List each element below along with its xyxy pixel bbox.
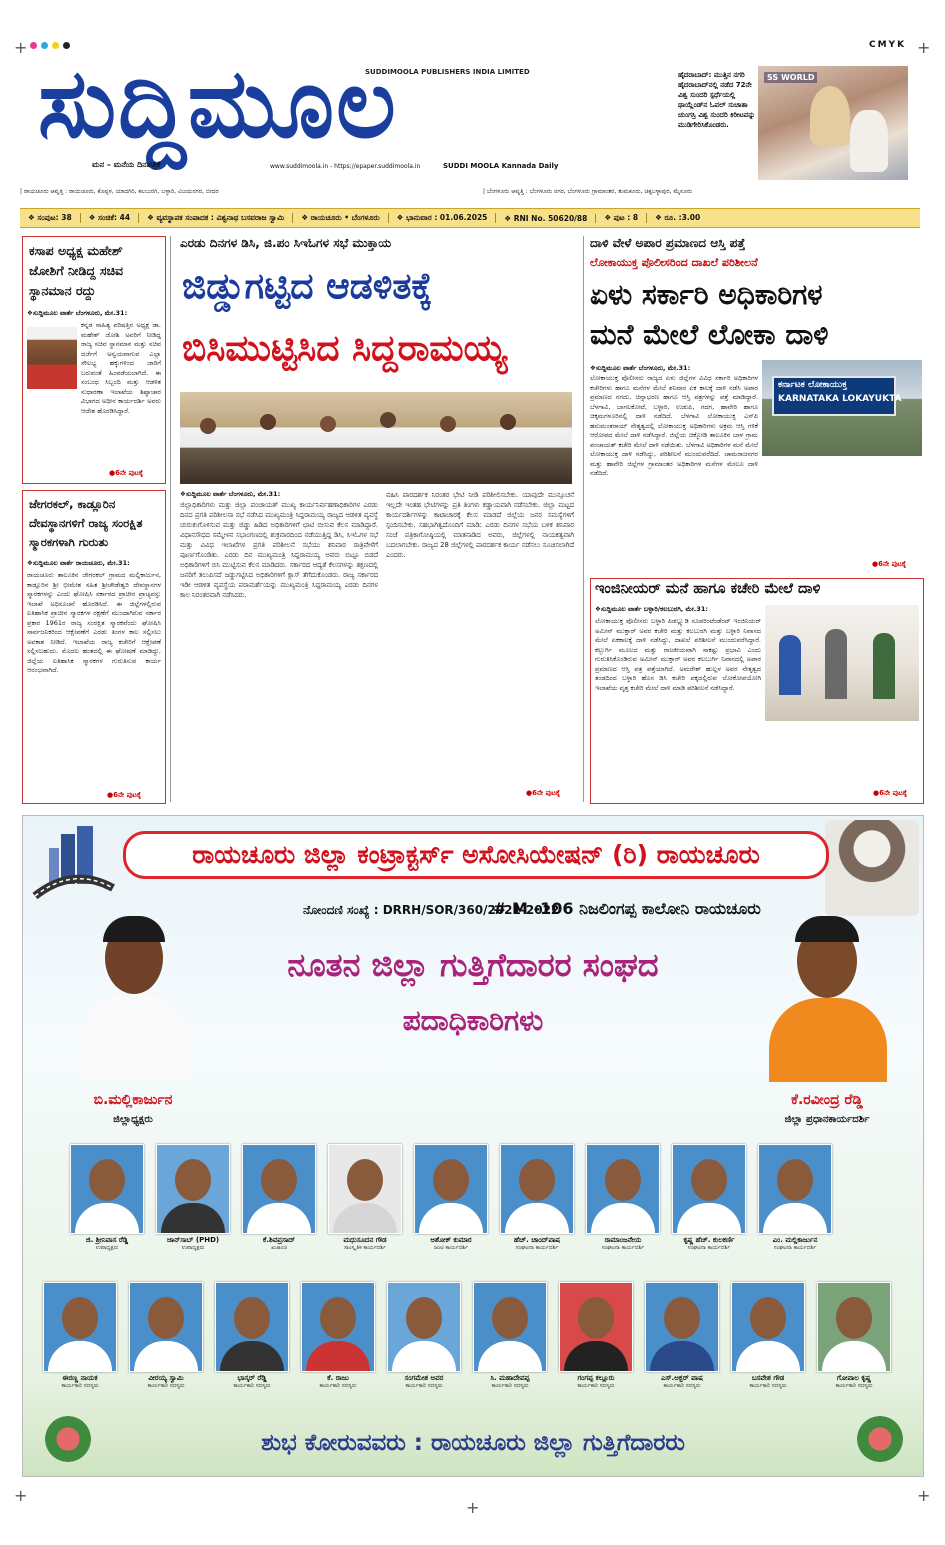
column-divider-left xyxy=(170,236,171,802)
founder-portrait xyxy=(825,820,919,916)
member-row1-2 xyxy=(149,1144,237,1252)
member-row2-3 xyxy=(209,1282,295,1390)
member-row1-1 xyxy=(63,1144,151,1252)
member-role: ಕಾರ್ಯಕಾರಿ ಸದಸ್ಯರು xyxy=(405,1383,443,1389)
member-name: ರಾಮಾಂಜನೇಯ xyxy=(604,1236,642,1244)
member-row2-8 xyxy=(639,1282,725,1390)
member-name: ಜಿ. ಶ್ರೀನಿವಾಸ ರೆಡ್ಡಿ xyxy=(85,1236,129,1244)
sign-text-kannada: ಕರ್ನಾಟಕ ಲೋಕಾಯುಕ್ತ xyxy=(778,380,848,390)
right-kicker: ದಾಳಿ ವೇಳೆ ಅಪಾರ ಪ್ರಮಾಣದ ಆಸ್ತಿ ಪತ್ತೆ xyxy=(590,236,746,250)
info-date: ❖ ಭಾನುವಾರ : 01.06.2025 xyxy=(389,213,497,223)
left-story-2-continuation: ●6ನೇ ಪುಟಕ್ಕೆ xyxy=(107,791,141,799)
president-name: ಬಿ.ಮಲ್ಲಿಕಾರ್ಜುನ xyxy=(93,1092,173,1108)
ad-registration: ನೋಂದಣಿ ಸಂಖ್ಯೆ : DRRH/SOR/360/2021-2022 xyxy=(303,903,560,917)
left-story-2-body: ರಾಯಚೂರು ತಾಲೂಕಿನ ಜೇಗರಕಲ್ ಗ್ರಾಮದ ಮಲ್ಲಿಕಾರ್ಜುನ, ಕಾಡ್ಲೂರಿನ ಶ್ರೀ ಭೀಮೇಶ ಸಹಿತ ಶ್ರೀಚೌಡೇಶ್ವರಿ ದೇವಸ್ಥಾನಗಳ ಸ್ಮಾರಕಗಳನ್ನು ಎಂದು ಘೋಷಿಸಿ ಸರ್ಕಾರದ ಪ್ರಾಚೀನ ಪ್ರಾಚ್ಯವಸ್ತು ಇಲಾಖೆ ಅಧಿಸೂಚನೆ ಹೊರಡಿಸಿದೆ. ಈ ಜಿಲ್ಲೆಗಳಲ್ಲಿರುವ ಐತಿಹಾಸಿಕ ಪ್ರಾಚೀನ ಸ್ಮಾರಕಗಳ ರಕ್ಷಣೆಗೆ ಮುಂದಾಗಿರುವ ಸರ್ಕಾರ ಪ್ರಕಾರ 1961ರ ರಾಜ್ಯ ಸಂರಕ್ಷಿತ ಸ್ಮಾರಕವೆಂದು ಘೋಷಿಸಿ ಸಾರ್ವಜನಿಕರಿಂದ ಆಕ್ಷೇಪಣೆಗೆ ಎರಡು ತಿಂಗಳ ಕಾಲ ಸಲ್ಲಿಸಲು ಅವಕಾಶ ನೀಡಿದೆ. ಇಲಾಖೆಯ ರಾಜ್ಯ ಕಚೇರಿಗೆ ಆಕ್ಷೇಪಣೆ ಸಲ್ಲಿಸಬಹುದು. ಮೊದಲ ಹಂತದಲ್ಲಿ ಈ ಘೋಷಣೆ ಮಾಡಿದ್ದು, ಜಿಲ್ಲೆಯ ಐತಿಹಾಸಿಕ ಸ್ಮಾರಕಗಳ ಗುರುತಿಸುವ ಕಾರ್ಯ ಆರಂಭವಾಗಿದೆ. xyxy=(27,571,161,674)
member-row1-4 xyxy=(321,1144,409,1252)
info-volume: ❖ ಸಂಪುಟ: 38 xyxy=(20,213,81,223)
info-rni: ❖ RNI No. 50620/88 xyxy=(496,214,596,223)
member-role: ಕಾರ್ಯಕಾರಿ ಸದಸ್ಯರು xyxy=(749,1383,787,1389)
left-story-1-continuation: ●6ನೇ ಪುಟಕ್ಕೆ xyxy=(109,469,143,477)
advertisement xyxy=(22,815,924,1477)
english-name: SUDDI MOOLA Kannada Daily xyxy=(443,162,559,170)
member-role: ಸಾಂಸ್ಕೃತಿಕ ಕಾರ್ಯದರ್ಶಿ xyxy=(344,1245,386,1251)
registration-mark-bottom-right: + xyxy=(917,1486,931,1505)
member-row1-3 xyxy=(235,1144,323,1252)
member-role: ಜಂಟಿ ಕಾರ್ಯದರ್ಶಿ xyxy=(433,1245,469,1251)
member-row1-9 xyxy=(751,1144,839,1252)
ear-photo-caption: SS WORLD xyxy=(764,72,817,83)
member-role: ಸಂಘಟನಾ ಕಾರ್ಯದರ್ಶಿ xyxy=(687,1245,731,1251)
member-row1-8 xyxy=(665,1144,753,1252)
member-role: ಕಾರ್ಯಕಾರಿ ಸದಸ್ಯರು xyxy=(147,1383,185,1389)
masthead-logo: ಸುದ್ದಿಮೂಲ xyxy=(38,47,398,160)
right-headline-1: ಏಳು ಸರ್ಕಾರಿ ಅಧಿಕಾರಿಗಳ xyxy=(590,278,823,311)
column-divider-right xyxy=(583,236,584,802)
president-role: ಜಿಲ್ಲಾಧ್ಯಕ್ಷರು xyxy=(113,1114,153,1125)
right-story-body: ಲೋಕಾಯುಕ್ತ ಪೊಲೀಸರು ರಾಜ್ಯದ ಏಳು ಜಿಲ್ಲೆಗಳ ವಿವಿಧ ಸರ್ಕಾರಿ ಅಧಿಕಾರಿಗಳ ಕಚೇರಿಗಳು ಹಾಗೂ ಮನೆಗಳ ಮೇಲೆ ಶನಿವಾರ ಏಕ ಕಾಲಕ್ಕೆ ದಾಳಿ ನಡೆಸಿ ಅಪಾರ ಪ್ರಮಾಣದ ನಗದು, ಚಿನ್ನಾಭರಣ ಹಾಗೂ ಆಸ್ತಿ ಪತ್ರಗಳನ್ನು ಪತ್ತೆ ಮಾಡಿದ್ದಾರೆ. ಬೆಳಗಾವಿ, ಬಾಗಲಕೋಟೆ, ಬಳ್ಳಾರಿ, ಉಡುಪಿ, ಗದಗ, ಹಾವೇರಿ ಹಾಗೂ ಚಿಕ್ಕಮಗಳೂರಿನಲ್ಲಿ ದಾಳಿ ನಡೆದಿದೆ. ಬೆಳಗಾವಿ ಲೋಕಾಯುಕ್ತ ಎಸ್‌ಪಿ ಹನುಮಂತರಾಯ್ ನೇತೃತ್ವದಲ್ಲಿ ಲೋಕಾಯುಕ್ತ ಅಧಿಕಾರಿಗಳು ಅಕ್ರಮ ಆಸ್ತಿ ಗಳಿಕೆ ಆರೋಪದ ಮೇಲೆ ದಾಳಿ ನಡೆಸಿದ್ದಾರೆ. ಜಿಲ್ಲೆಯ ಚಿಕ್ಕೋಡಿ ತಾಲೂಕಿನ ಬಾಳ ಗ್ರಾಮ ಪಂಚಾಯತ್ ಕಚೇರಿ ಮೇಲೆ ದಾಳಿ ನಡೆಯಿತು. ಬೆಳಗಾವಿ ಅಧಿಕಾರಿಗಳ ಮನೆ ಮೇಲೆ ಲೋಕಾಯುಕ್ತ ದಾಳಿ ನಡೆಸಿದ್ದು, ಪರಿಶೀಲನೆ ಮುಂದುವರೆದಿದೆ. ಚಾಮರಾಜನಗರ ಮತ್ತು ಹಾವೇರಿ ಜಿಲ್ಲೆಗಳ ಗ್ರಾಮಾಂತರ ಅಧಿಕಾರಿಗಳ ಮನೆಗಳ ಮೇಲೂ ದಾಳಿ ನಡೆದಿದೆ. xyxy=(590,374,758,477)
member-row1-6 xyxy=(493,1144,581,1252)
member-name: ಅಶೋಕ್ ಕುಮಾರ xyxy=(430,1236,472,1244)
member-name: ಕೆ.ಶಿವಪ್ರಸಾದ್ xyxy=(262,1236,296,1244)
left-story-1-headline: ಕಸಾಪ ಅಧ್ಯಕ್ಷ ಮಹೇಶ್ ಜೋಶಿಗೆ ನೀಡಿದ್ದ ಸಚಿವ ಸ್ಥಾನಮಾನ ರದ್ದು xyxy=(29,243,123,298)
lead-headline-2: ಬಿಸಿಮುಟ್ಟಿಸಿದ ಸಿದ್ದರಾಮಯ್ಯ xyxy=(182,328,508,369)
left-story-1-photo xyxy=(27,327,77,389)
member-row2-9 xyxy=(725,1282,811,1390)
member-name: ಹೆಚ್. ಚಾಂದ್‌ಪಾಷ xyxy=(513,1236,561,1244)
member-name: ಸಂಗಮೇಶ ಅವರ xyxy=(404,1374,444,1382)
member-role: ಉಪಾಧ್ಯಕ್ಷರು xyxy=(95,1245,119,1251)
member-name: ಈರಣ್ಣ ನಾಯಕ xyxy=(62,1374,98,1382)
ear-panel-photo xyxy=(758,66,908,180)
member-name: ಜಾನ್‌ಸಾಬ್ (PHD) xyxy=(166,1236,220,1244)
right-dateline: ❖ಸುದ್ದಿಮೂಲ ವಾರ್ತೆ ಬೆಂಗಳೂರು, ಮೇ.31: xyxy=(590,364,691,372)
edition-line-left: | ರಾಯಚೂರು ಆವೃತ್ತಿ : ರಾಯಚೂರು, ಕೊಪ್ಪಳ, ಯಾದಗಿರಿ, ಕಲಬುರಗಿ, ಬಳ್ಳಾರಿ, ವಿಜಯನಗರ, ಬೀದರ xyxy=(20,188,219,195)
info-pages: ❖ ಪುಟ : 8 xyxy=(596,213,647,223)
publisher-name: SUDDIMOOLA PUBLISHERS INDIA LIMITED xyxy=(365,68,530,76)
left-story-1-body: ಕನ್ನಡ ಸಾಹಿತ್ಯ ಪರಿಷತ್ತಿನ ಅಧ್ಯಕ್ಷ ಡಾ. ಮಹೇಶ್ ಜೋಶಿ ಅವರಿಗೆ ನೀಡಿದ್ದ ರಾಜ್ಯ ಸಚಿವ ಸ್ಥಾನಮಾನ ಮತ್ತು ಸಚಿವ ದರ್ಜೆಗೆ ಅನ್ವಯವಾಗುವ ಎಲ್ಲಾ ಸೌಲಭ್ಯ ಹಕ್ಕುಗಳಿಂದ ಜಾರಿಗೆ ಬರುವಂತೆ ಹಿಂಪಡೆಯಲಾಗಿದೆ. ಈ ಸಂಬಂಧ ಸಿಬ್ಬಂದಿ ಮತ್ತು ಆಡಳಿತ ಸುಧಾರಣಾ ಇಲಾಖೆಯ ಶಿಷ್ಟಾಚಾರ ವಿಭಾಗದ ಅಧೀನ ಕಾರ್ಯದರ್ಶಿ ಅವರು ಆದೇಶ ಹೊರಡಿಸಿದ್ದಾರೆ. xyxy=(81,321,161,415)
right-headline-2: ಮನೆ ಮೇಲೆ ಲೋಕಾ ದಾಳಿ xyxy=(590,318,829,351)
member-name: ಕೃಷ್ಣ ಹೆಚ್. ಕುಲಕರ್ಣಿ xyxy=(683,1236,735,1244)
building-logo xyxy=(31,826,115,906)
registration-mark-top-left: + xyxy=(14,38,28,57)
member-role: ಕಾರ್ಯಕಾರಿ ಸದಸ್ಯರು xyxy=(233,1383,271,1389)
member-name: ಭಾಸ್ಕರ್ ರೆಡ್ಡಿ xyxy=(237,1374,267,1382)
right-story-continuation: ●6ನೇ ಪುಟಕ್ಕೆ xyxy=(872,560,906,568)
lead-kicker: ಎರಡು ದಿನಗಳ ಡಿಸಿ, ಜಿ.ಪಂ ಸಿಇಓಗಳ ಸಭೆ ಮುಕ್ತಾಯ xyxy=(180,236,392,250)
website-urls: www.suddimoola.in - https://epaper.suddimoola.in xyxy=(270,163,421,170)
left-story-2-headline: ಜೇಗರಕಲ್, ಕಾಡ್ಲೂರಿನ ದೇವಸ್ಥಾನಗಳಿಗೆ ರಾಜ್ಯ ಸಂರಕ್ಷಿತ ಸ್ಮಾರಕಗಳಾಗಿ ಗುರುತು xyxy=(29,497,143,549)
member-role: ಸಂಘಟನಾ ಕಾರ್ಯದರ್ಶಿ xyxy=(515,1245,559,1251)
lead-continuation: ●6ನೇ ಪುಟಕ್ಕೆ xyxy=(526,789,560,797)
secretary-photo xyxy=(763,912,893,1082)
ad-heading-2: ಪದಾಧಿಕಾರಿಗಳು xyxy=(402,1004,544,1037)
left-story-2-dateline: ❖ಸುದ್ದಿಮೂಲ ವಾರ್ತೆ ರಾಯಚೂರು, ಮೇ.31: xyxy=(27,559,130,567)
member-row2-1 xyxy=(37,1282,123,1390)
left-story-1-dateline: ❖ಸುದ್ದಿಮೂಲ ವಾರ್ತೆ ಬೆಂಗಳೂರು, ಮೇ.31: xyxy=(27,309,128,317)
member-name: ಗೋಪಾಲ ಕೃಷ್ಣ xyxy=(836,1374,872,1382)
member-name: ಮಧುಸೂದನ ಗೌಡ xyxy=(343,1236,387,1244)
left-story-2-box xyxy=(22,490,166,804)
member-row2-2 xyxy=(123,1282,209,1390)
member-row2-6 xyxy=(467,1282,553,1390)
right-subkicker: ಲೋಕಾಯುಕ್ತ ಪೊಲೀಸರಿಂದ ದಾಖಲೆ ಪರಿಶೀಲನೆ xyxy=(590,256,758,269)
lead-dateline: ❖ಸುದ್ದಿಮೂಲ ವಾರ್ತೆ ಬೆಂಗಳೂರು, ಮೇ.31: xyxy=(180,490,281,498)
member-role: ಸಂಘಟನಾ ಕಾರ್ಯದರ್ಶಿ xyxy=(601,1245,645,1251)
sign-text-english: KARNATAKA LOKAYUKTA xyxy=(778,394,902,404)
member-role: ಸಂಘಟನಾ ಕಾರ್ಯದರ್ಶಿ xyxy=(773,1245,817,1251)
member-role: ಕಾರ್ಯಕಾರಿ ಸದಸ್ಯರು xyxy=(319,1383,357,1389)
ad-title: ರಾಯಚೂರು ಜಿಲ್ಲಾ ಕಂಟ್ರಾಕ್ಟರ್ಸ್ ಅಸೋಸಿಯೇಷನ್ (ರಿ) ರಾಯಚೂರು xyxy=(123,831,829,879)
member-role: ಉಪಾಧ್ಯಕ್ಷರು xyxy=(181,1245,205,1251)
member-role: ಕಾರ್ಯಕಾರಿ ಸದಸ್ಯರು xyxy=(663,1383,701,1389)
member-name: ಎಸ್.ಅಕ್ಬರ್ ಪಾಷ xyxy=(661,1374,703,1382)
right-story-2-dateline: ❖ಸುದ್ದಿಮೂಲ ವಾರ್ತೆ ಬಳ್ಳಾರಿ/ಕಲಬುರಗಿ, ಮೇ.31: xyxy=(595,605,708,613)
member-row2-7 xyxy=(553,1282,639,1390)
right-story-2-box xyxy=(590,578,924,804)
secretary-name: ಕೆ.ರವೀಂದ್ರ ರೆಡ್ಡಿ xyxy=(791,1092,863,1108)
info-cities: ❖ ರಾಯಚೂರು • ಬೆಂಗಳೂರು xyxy=(293,213,388,223)
lead-headline-1: ಜಿಡ್ಡುಗಟ್ಟಿದ ಆಡಳಿತಕ್ಕೆ xyxy=(182,266,433,307)
member-role: ಕಾರ್ಯಕಾರಿ ಸದಸ್ಯರು xyxy=(835,1383,873,1389)
member-name: ಸಿ. ಮಹಾದೇವಪ್ಪ xyxy=(490,1374,530,1382)
lead-column-1: ಜಿಲ್ಲಾಧಿಕಾರಿಗಳು ಮತ್ತು ಜಿಲ್ಲಾ ಪಂಚಾಯತ್ ಮುಖ್ಯ ಕಾರ್ಯನಿರ್ವಹಣಾಧಿಕಾರಿಗಳ ಎರಡು ದಿನದ ಪ್ರಗತಿ ಪರಿಶೀಲನಾ ಸಭೆ ನಡೆಸಿದ ಮುಖ್ಯಮಂತ್ರಿ ಸಿದ್ದರಾಮಯ್ಯ ರಾಜ್ಯದ ಆಡಳಿತ ವ್ಯವಸ್ಥೆ ಚುರುಕುಗೊಳಿಸುವ ಮತ್ತು ಜಿಡ್ಡು ಹಿಡಿದ ಅಧಿಕಾರಿಗಳಿಗೆ ಛಾಟಿ ಬೀಸುವ ಕೆಲಸ ಮಾಡಿದ್ದಾರೆ. ವಿಧಾನಸೌಧದ ಸಮ್ಮೇಳನ ಸಭಾಂಗಣದಲ್ಲಿ ಶುಕ್ರವಾರದಿಂದ ನಡೆಯುತ್ತಿದ್ದ ಡಿಸಿ, ಸಿಇಓಗಳ ಸಭೆ ಮತ್ತು ವಿವಿಧ ಇಲಾಖೆಗಳ ಪ್ರಗತಿ ಪರಿಶೀಲನೆ ಸಭೆಯು ಶನಿವಾರ ರಾತ್ರಿವೇಳೆಗೆ ಪೂರ್ಣಗೊಂಡಿತು. ಎರಡು ದಿನ ಮುಖ್ಯಮಂತ್ರಿ ಸಿದ್ದರಾಮಯ್ಯ ಅವರು ಬಿಟ್ಟೂ ಬಿಡದೆ ಅಧಿಕಾರಿಗಳಿಗೆ ಬಿಸಿ ಮುಟ್ಟಿಸುವ ಕೆಲಸ ಮಾಡಿದರು. ಸರ್ಕಾರದ ಆದ್ಯತೆ ಕೆಲಸಗಳನ್ನು ತಕ್ಷಣದಲ್ಲಿ ಜನರಿಗೆ ತಲುಪಿಸದೆ ಜಡ್ಡುಗಟ್ಟಿಸಿದ ಅಧಿಕಾರಿಗಳಿಗೆ ಕ್ಲಾಸ್ ತೆಗೆದುಕೊಂಡರು. ರಾಜ್ಯ ಸರ್ಕಾರದ ಇಡೀ ಆಡಳಿತ ವ್ಯವಸ್ಥೆಯ ಪರಾಮರ್ಶೆಯನ್ನು ಮುಖ್ಯಮಂತ್ರಿ ಸಿದ್ದರಾಮಯ್ಯ ಎರಡು ದಿನಗಳ ಕಾಲ ನಿರಂತರವಾಗಿ ನಡೆಸಿದರು. xyxy=(180,501,378,599)
member-role: ಕಾರ್ಯಕಾರಿ ಸದಸ್ಯರು xyxy=(577,1383,615,1389)
registration-mark-bottom-center: + xyxy=(466,1498,480,1517)
lokayukta-sign-photo xyxy=(762,360,922,456)
registration-mark-bottom-left: + xyxy=(14,1486,28,1505)
member-name: ಎಂ. ಮಲ್ಲಿಕಾರ್ಜುನ xyxy=(772,1236,818,1244)
lead-photo xyxy=(180,392,572,484)
member-row2-4 xyxy=(295,1282,381,1390)
edition-line-right: | ಬೆಂಗಳೂರು ಆವೃತ್ತಿ : ಬೆಂಗಳೂರು ನಗರ, ಬೆಂಗಳೂರು ಗ್ರಾಮಾಂತರ, ತುಮಕೂರು, ಚಿಕ್ಕಬಳ್ಳಾಪುರ, ಮೈಸೂರು xyxy=(483,188,693,195)
ad-footer: ಶುಭ ಕೋರುವವರು : ರಾಯಚೂರು ಜಿಲ್ಲಾ ಗುತ್ತಿಗೆದಾರರು xyxy=(261,1430,685,1456)
member-name: ಕೆ. ರಾಜು xyxy=(327,1374,349,1382)
member-row1-7 xyxy=(579,1144,667,1252)
right-story-2-continuation: ●6ನೇ ಪುಟಕ್ಕೆ xyxy=(873,789,907,797)
info-issue: ❖ ಸಂಚಿಕೆ: 44 xyxy=(81,213,139,223)
ad-address: # M -106 ನಿಜಲಿಂಗಪ್ಪ ಕಾಲೋನಿ ರಾಯಚೂರು xyxy=(493,899,761,918)
left-story-1-box xyxy=(22,236,166,484)
ad-heading-1: ನೂತನ ಜಿಲ್ಲಾ ಗುತ್ತಿಗೆದಾರರ ಸಂಘದ xyxy=(287,946,659,984)
secretary-role: ಜಿಲ್ಲಾ ಪ್ರಧಾನಕಾರ್ಯದರ್ಶಿ xyxy=(784,1114,870,1125)
member-role: ಕಾರ್ಯಕಾರಿ ಸದಸ್ಯರು xyxy=(61,1383,99,1389)
registration-mark-top-right: + xyxy=(917,38,931,57)
right-story-2-photo xyxy=(765,605,919,721)
president-photo xyxy=(73,912,193,1082)
right-story-2-headline: ಇಂಜಿನೀಯರ್ ಮನೆ ಹಾಗೂ ಕಚೇರಿ ಮೇಲೆ ದಾಳಿ xyxy=(595,581,821,597)
ear-panel-text: ಹೈದರಾಬಾದ್: ಮುತ್ತಿನ ನಗರಿ ಹೈದರಾಬಾದ್‌ನಲ್ಲಿ ನಡೆದ 72ನೇ ವಿಶ್ವ ಸುಂದರಿ ಸ್ಪರ್ಧೆಯಲ್ಲಿ ಥಾಯ್ಲೆಂಡ್‌ನ ಓಪಲ್ ಸುಚಾತಾ ಚುಂಗಸ್ರಿ ವಿಶ್ವ ಸುಂದರಿ ಕಿರೀಟವನ್ನು ಮುಡಿಗೇರಿಸಿಕೊಂಡರು. xyxy=(678,71,756,129)
info-price: ❖ ರೂ. :3.00 xyxy=(655,213,701,222)
cmyk-label: CMYK xyxy=(869,40,907,50)
member-row2-5 xyxy=(381,1282,467,1390)
info-bar xyxy=(20,208,920,228)
info-editor: ❖ ವ್ಯವಸ್ಥಾಪಕ ಸಂಪಾದಕ : ವಿಶ್ವನಾಥ ಬಸವರಾಜ ಸ್ವಾಮಿ xyxy=(139,213,293,223)
member-name: ವೀರಯ್ಯ ಸ್ವಾಮಿ xyxy=(148,1374,184,1382)
member-role: ಖಜಾಂಚಿ xyxy=(271,1245,287,1251)
bouquet-right-icon xyxy=(857,1416,903,1462)
member-role: ಕಾರ್ಯಕಾರಿ ಸದಸ್ಯರು xyxy=(491,1383,529,1389)
lead-column-2: ವಹಿಸಿ ಪಾರದರ್ಶಕ ನಿರಂತರ ಭೇಟಿ ನೀಡಿ ಪರಿಶೀಲಿಸಬೇಕು. ಯಾವುದೇ ಮುನ್ಸೂಚನೆ ಇಲ್ಲದೇ ಇಂತಹ ಭೇಟಿಗಳನ್ನು ಪ್ರತಿ ತಿಂಗಳು ಕಡ್ಡಾಯವಾಗಿ ನಡೆಸಬೇಕು. ಜಿಲ್ಲಾ ಮಟ್ಟದ ಕಾರ್ಯದರ್ಶಿಗಳನ್ನು ಕಾಟಾಚಾರಕ್ಕೆ ಕೆಲಸ ಮಾಡದೆ ಜಿಲ್ಲೆಯ ಜನರ ಸಮಸ್ಯೆಗಳಿಗೆ ಸ್ಪಂದಿಸಬೇಕು. ಸಹಭಾಗಿತ್ವದೊಂದಿಗೆ ಮಾಡಿ: ಎರಡು ದಿನಗಳ ಸಭೆಯ ಬಳಿಕ ಶನಿವಾರ ಸಂಜೆ ಪತ್ರಿಕಾಗೋಷ್ಠಿಯಲ್ಲಿ ಮಾತನಾಡಿದ ಅವರು, ಜಿಲ್ಲೆಗಳಲ್ಲಿ ನಾಯಕತ್ವವಾಗಿ ಬದಲಾಗಬೇಕು. ರಾಜ್ಯದ 28 ಜಿಲ್ಲೆಗಳಲ್ಲಿ ಪಾರದರ್ಶಕ ಕಾರ್ಯ ನಡೆಸಲು ಸೂಚಿಸಲಾಗಿದೆ ಎಂದರು. xyxy=(386,491,574,559)
member-row2-10 xyxy=(811,1282,897,1390)
member-name: ಗಂಗಪ್ಪ ಕಲ್ಲೂರು xyxy=(577,1374,615,1382)
tagline: ಮನ – ಮನೆಯ ದಿನಪತ್ರಿಕೆ xyxy=(92,160,161,169)
member-name: ಬಸವೇಶ ಗೌಡ xyxy=(751,1374,785,1382)
member-row1-5 xyxy=(407,1144,495,1252)
bouquet-left-icon xyxy=(45,1416,91,1462)
right-story-2-body: ಲೋಕಾಯುಕ್ತ ಪೊಲೀಸರು ಬಳ್ಳಾರಿ ಪಿಡಬ್ಲ್ಯುಡಿ ಸೂಪರಿಂಟೆಂಡೆಂಟ್ ಇಂಜಿನಿಯರ್ ಅಮೀನ್ ಮುಕ್ತಾರ್ ಅವರ ಕಚೇರಿ ಮತ್ತು ಕಲಬುರಗಿ ಮತ್ತು ಬಳ್ಳಾರಿ ನಿವಾಸದ ಮೇಲೆ ಏಕಕಾಲಕ್ಕೆ ದಾಳಿ ನಡೆಸಿದ್ದು, ದಾಖಲೆ ಪರಿಶೀಲನೆ ಮುಂದುವರೆಸಿದ್ದಾರೆ. ಕಲ್ಬುರ್ಗಿ ಮೂಲದ ಮತ್ತು ರಾಜಕೀಯವಾಗಿ ಸಾಕಷ್ಟು ಪ್ರಭಾವಿ ಎಂದು ಗುರುತಿಸಿಕೊಂಡಿರುವ ಅಮೀನ್ ಮುಕ್ತಾರ್ ಅವರ ಕಲಬುರ್ಗಿ ನಿವಾಸದಲ್ಲಿ ಅಪಾರ ಪ್ರಮಾಣದ ಆಸ್ತಿ ಪತ್ರ ಪತ್ತೆಯಾಗಿದೆ. ಅಮರೇಶ್ ಹುಲ್ಲಳ ಅವರ ನೇತೃತ್ವದ ತಂಡದಿಂದ ಬಳ್ಳಾರಿ ಹೊಸ ಡಿಸಿ ಕಚೇರಿ ಪಕ್ಕದಲ್ಲಿರುವ ಲೋಕೋಪಯೋಗಿ ಇಲಾಖೆಯ ವೃತ್ತ ಕಚೇರಿ ಮೇಲೆ ದಾಳಿ ಮಾಡಿ ಪರಿಶೀಲನೆ ನಡೆಸಿದ್ದಾರೆ. xyxy=(595,617,761,692)
